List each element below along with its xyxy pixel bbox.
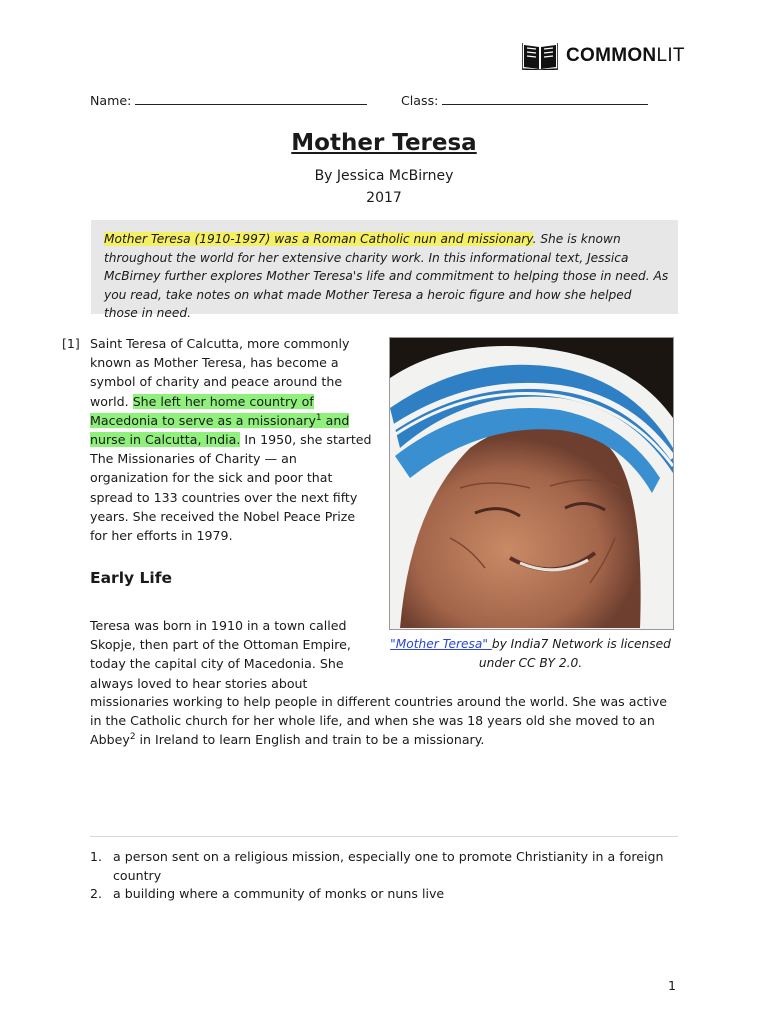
intro-rest: . She is known throughout the world for her extensive charity work. In this informational text, Jessica McBirney further explores Mother Teresa's life and commitment to helping those in need. As you read, take notes on what made Mother Teresa a heroic figure and how she helped those in need. <box>104 232 669 321</box>
class-field[interactable] <box>401 92 648 108</box>
footnote-ref-2[interactable]: 2 <box>129 732 136 743</box>
photo-caption-link[interactable]: "Mother Teresa" <box>390 637 492 651</box>
byline <box>0 165 768 209</box>
section-heading: Early Life <box>90 569 172 587</box>
page-number: 1 <box>668 978 677 993</box>
footnotes <box>90 848 678 904</box>
footnote-2 <box>90 885 678 904</box>
name-field[interactable] <box>90 92 367 108</box>
intro-highlight: Mother Teresa (1910-1997) was a Roman Catholic nun and missionary <box>104 232 533 246</box>
class-label: Class: <box>401 93 439 108</box>
portrait-illustration <box>390 338 673 629</box>
logo-wordmark-light: LIT <box>656 45 685 66</box>
logo-wordmark-bold: COMMON <box>566 45 657 66</box>
footnote-1 <box>90 848 678 885</box>
footnote-1-text: a person sent on a religious mission, especially one to promote Christianity in a foreign country <box>113 849 664 883</box>
p1-part1: Saint Teresa of Calcutta, more commonly known as Mother Teresa, has become a symbol of charity and peace around the world. <box>90 336 350 409</box>
photo-caption <box>389 635 672 672</box>
paragraph-1 <box>90 334 375 545</box>
footnote-2-number: 2. <box>90 886 103 902</box>
article-title: Mother Teresa <box>291 130 477 156</box>
p2-full2: in Ireland to learn English and train to be a missionary. <box>135 732 485 748</box>
p1-highlight-1: She left her home country of Macedonia to serve as a missionary <box>90 393 316 428</box>
footnote-divider <box>90 836 678 837</box>
open-book-icon <box>522 42 558 70</box>
p2-full: missionaries working to help people in different countries around the world. She was active in the Catholic church for her whole life, and when she was 18 years old she moved to an Abbey <box>90 694 668 748</box>
commonlit-logo <box>522 42 685 70</box>
logo-wordmark <box>566 45 685 67</box>
class-line[interactable] <box>442 92 648 105</box>
paragraph-2-full <box>90 692 680 750</box>
paragraph-2-column: Teresa was born in 1910 in a town called Skopje, then part of the Ottoman Empire, today the capital city of Macedonia. She always loved to hear stories about <box>90 618 351 691</box>
p1-highlight-2: and nurse in Calcutta, India. <box>90 412 350 448</box>
footnote-ref-1[interactable]: 1 <box>315 412 322 423</box>
paragraph-number: [1] <box>62 336 80 351</box>
photo-caption-rest: by India7 Network is licensed under CC BY 2.0. <box>478 637 671 670</box>
mother-teresa-photo <box>389 337 674 630</box>
name-label: Name: <box>90 93 132 108</box>
footnote-1-number: 1. <box>90 849 103 864</box>
name-line[interactable] <box>135 92 367 105</box>
year: 2017 <box>366 190 402 206</box>
p1-footnote-ref[interactable] <box>316 413 322 428</box>
footnote-2-text: a building where a community of monks or nuns live <box>113 886 445 902</box>
author: By Jessica McBirney <box>314 168 454 184</box>
intro-text <box>104 230 669 323</box>
p1-part2: In 1950, she started The Missionaries of Charity — an organization for the sick and poor that spread to 133 countries over the next fifty years. She received the Nobel Peace Prize for her efforts in 1979. <box>90 432 372 544</box>
